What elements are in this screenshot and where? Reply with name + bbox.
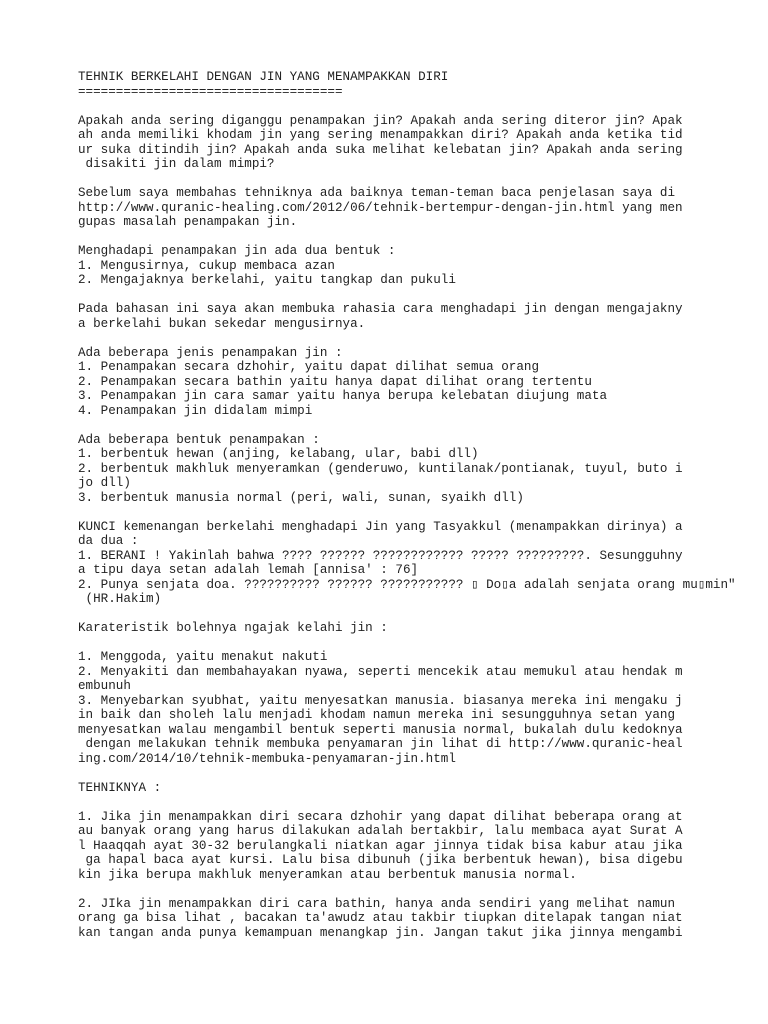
text-line: 2. JIka jin menampakkan diri cara bathin, hanya anda sendiri yang melihat namun: [78, 896, 676, 911]
text-line: a berkelahi bukan sekedar mengusirnya.: [78, 316, 366, 331]
text-line: l Haaqqah ayat 30-32 berulangkali niatkan agar jinnya tidak bisa kabur atau jika: [78, 838, 683, 853]
blank-line: [78, 230, 728, 245]
text-line: 2. berbentuk makhluk menyeramkan (genderuwo, kuntilanak/pontianak, tuyul, buto i: [78, 461, 683, 476]
text-line: in baik dan sholeh lalu menjadi khodam namun mereka ini sesungguhnya setan yang: [78, 708, 676, 722]
text-line: ur suka ditindih jin? Apakah anda suka melihat kelebatan jin? Apakah anda sering: [78, 142, 683, 157]
text-line: KUNCI kemenangan berkelahi menghadapi Jin yang Tasyakkul (menampakkan dirinya) a: [78, 519, 683, 534]
blank-line: [78, 882, 728, 897]
blank-line: [78, 636, 728, 651]
document-title: TEHNIK BERKELAHI DENGAN JIN YANG MENAMPAKKAN DIRI: [78, 70, 449, 84]
text-line: kan tangan anda punya kemampuan menangkap jin. Jangan takut jika jinnya mengambi: [78, 925, 683, 940]
text-line: 3. Menyebarkan syubhat, yaitu menyesatkan manusia. biasanya mereka ini mengaku j: [78, 693, 683, 708]
blank-line: [78, 288, 728, 303]
text-line: Ada beberapa jenis penampakan jin :: [78, 345, 343, 360]
text-line: Pada bahasan ini saya akan membuka rahasia cara menghadapi jin dengan mengajakny: [78, 302, 683, 316]
blank-line: [78, 418, 728, 433]
text-line: 3. Penampakan jin cara samar yaitu hanya berupa kelebatan diujung mata: [78, 389, 608, 403]
blank-line: [78, 607, 728, 622]
text-line: 1. Jika jin menampakkan diri secara dzhohir yang dapat dilihat beberapa orang at: [78, 809, 683, 824]
text-line: 4. Penampakan jin didalam mimpi: [78, 403, 313, 418]
blank-line: [78, 505, 728, 520]
text-line: disakiti jin dalam mimpi?: [78, 157, 275, 171]
text-line: ah anda memiliki khodam jin yang sering menampakkan diri? Apakah anda ketika tid: [78, 128, 683, 142]
blank-line: [78, 795, 728, 810]
text-line: au banyak orang yang harus dilakukan adalah bertakbir, lalu membaca ayat Surat A: [78, 824, 683, 838]
text-line: 2. Punya senjata doa. ?????????? ?????? ??????????? ▯ Do▯a adalah senjata orang mu▯min": [78, 577, 736, 592]
text-line: Apakah anda sering diganggu penampakan jin? Apakah anda sering diteror jin? Apak: [78, 113, 683, 128]
text-line: a tipu daya setan adalah lemah [annisa' : 76]: [78, 563, 419, 577]
text-line: 1. berbentuk hewan (anjing, kelabang, ular, babi dll): [78, 447, 479, 461]
text-line: kin jika berupa makhluk menyeramkan atau berbentuk manusia normal.: [78, 867, 577, 882]
text-line: 1. Menggoda, yaitu menakut nakuti: [78, 650, 328, 664]
text-line: 2. Penampakan secara bathin yaitu hanya dapat dilihat orang tertentu: [78, 374, 592, 389]
text-line: Sebelum saya membahas tehniknya ada baiknya teman-teman baca penjelasan saya di: [78, 186, 676, 200]
text-line: gupas masalah penampakan jin.: [78, 215, 298, 229]
text-line: embunuh: [78, 679, 131, 693]
text-line: 2. Menyakiti dan membahayakan nyawa, seperti mencekik atau memukul atau hendak m: [78, 664, 683, 679]
blank-line: [78, 172, 728, 187]
text-line: dengan melakukan tehnik membuka penyamaran jin lihat di http://www.quranic-heal: [78, 737, 683, 751]
blank-line: [78, 331, 728, 346]
text-line: ===================================: [78, 84, 343, 99]
text-line: Ada beberapa bentuk penampakan :: [78, 432, 320, 447]
text-line: 3. berbentuk manusia normal (peri, wali, sunan, syaikh dll): [78, 490, 524, 505]
document-body: [78, 70, 736, 940]
text-line: http://www.quranic-healing.com/2012/06/tehnik-bertempur-dengan-jin.html yang men: [78, 200, 683, 215]
text-line: ing.com/2014/10/tehnik-membuka-penyamaran-jin.html: [78, 751, 456, 766]
text-line: 1. Mengusirnya, cukup membaca azan: [78, 258, 335, 273]
text-line: da dua :: [78, 534, 139, 548]
blank-line: [78, 99, 728, 114]
text-line: 2. Mengajaknya berkelahi, yaitu tangkap dan pukuli: [78, 273, 456, 287]
text-line: Menghadapi penampakan jin ada dua bentuk :: [78, 244, 396, 258]
blank-line: [78, 766, 728, 781]
text-line: 1. BERANI ! Yakinlah bahwa ???? ?????? ???????????? ????? ?????????. Sesungguhny: [78, 548, 683, 563]
text-line: menyesatkan walau mengambil bentuk seperti manusia normal, bukalah dulu kedoknya: [78, 722, 683, 737]
text-line: ga hapal baca ayat kursi. Lalu bisa dibunuh (jika berbentuk hewan), bisa digebu: [78, 853, 683, 867]
text-line: jo dll): [78, 476, 131, 490]
text-line: orang ga bisa lihat , bacakan ta'awudz atau takbir tiupkan ditelapak tangan niat: [78, 911, 683, 925]
text-line: TEHNIKNYA :: [78, 780, 162, 795]
text-line: (HR.Hakim): [78, 592, 162, 606]
text-line: 1. Penampakan secara dzhohir, yaitu dapat dilihat semua orang: [78, 360, 540, 374]
text-line: Karateristik bolehnya ngajak kelahi jin :: [78, 621, 388, 635]
